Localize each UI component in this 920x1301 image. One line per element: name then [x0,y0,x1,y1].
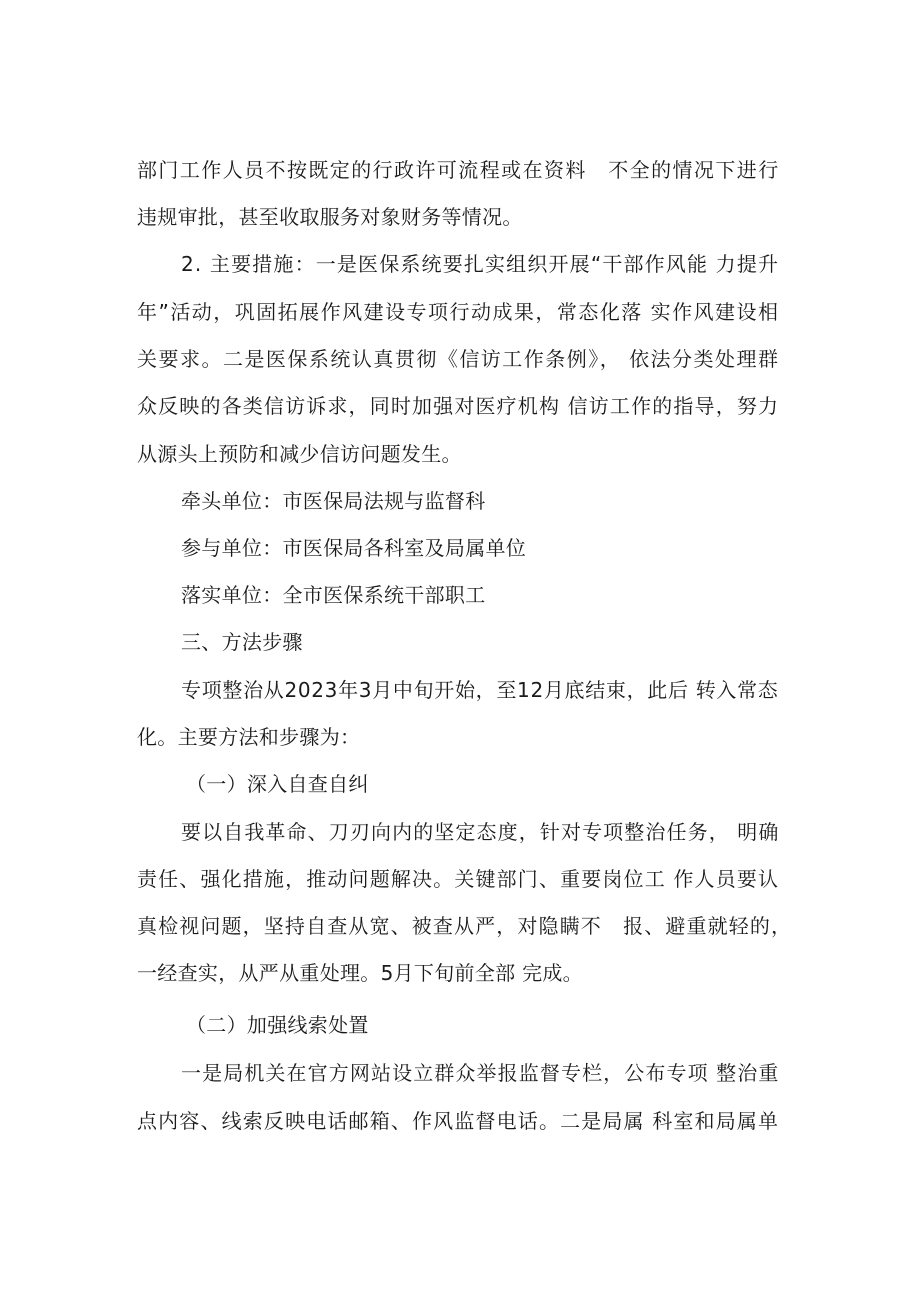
body-text-line: 2. 主要措施：一是医保系统要扎实组织开展“干部作风能 力提升 [181,252,780,276]
subsection-heading: （一）深入自查自纠 [186,772,369,796]
body-text-line: 部门工作人员不按既定的行政许可流程或在资料 不全的情况下进行 [137,158,780,182]
participating-unit-line: 参与单位：市医保局各科室及局属单位 [181,536,527,560]
implementing-unit-line: 落实单位：全市医保系统干部职工 [181,583,486,607]
body-text-line: 要以自我革命、刀刃向内的坚定态度，针对专项整治任务， 明确 [181,820,780,844]
body-text-line: 点内容、线索反映电话邮箱、作风监督电话。二是局属 科室和局属单 [137,1109,780,1133]
section-heading: 三、方法步骤 [181,630,303,654]
subsection-heading: （二）加强线索处置 [186,1013,369,1037]
body-text-line: 年”活动，巩固拓展作风建设专项行动成果，常态化落 实作风建设相 [137,300,780,324]
body-text-line: 众反映的各类信访诉求，同时加强对医疗机构 信访工作的指导，努力 [137,394,780,418]
body-text-line: 关要求。二是医保系统认真贯彻《信访工作条例》， 依法分类处理群 [137,347,780,371]
body-text-line: 一经查实，从严从重处理。5月下旬前全部 完成。 [137,961,583,985]
body-text-line: 从源头上预防和减少信访问题发生。 [137,442,462,466]
lead-unit-line: 牵头单位：市医保局法规与监督科 [181,489,486,513]
body-text-line: 真检视问题，坚持自查从宽、被查从严，对隐瞒不 报、避重就轻的， [137,914,793,938]
body-text-line: 化。主要方法和步骤为： [137,725,361,749]
body-text-line: 一是局机关在官方网站设立群众举报监督专栏，公布专项 整治重 [181,1061,780,1085]
body-text-line: 违规审批，甚至收取服务对象财务等情况。 [137,205,523,229]
body-text-line: 专项整治从2023年3月中旬开始，至12月底结束，此后 转入常态 [181,678,779,702]
body-text-line: 责任、强化措施，推动问题解决。关键部门、重要岗位工 作人员要认 [137,867,780,891]
